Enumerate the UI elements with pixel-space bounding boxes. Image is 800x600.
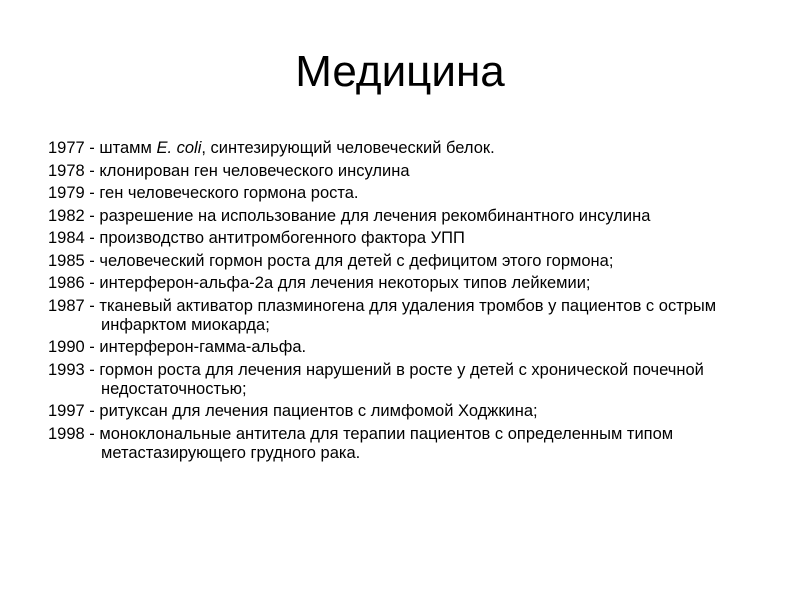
entry-text: клонирован ген человеческого инсулина — [99, 161, 410, 180]
timeline-entry-1977 — [48, 139, 768, 158]
timeline-entry-1990 — [48, 338, 768, 357]
entry-year: 1986 — [48, 274, 85, 292]
entry-year: 1979 — [48, 184, 85, 202]
entry-year: 1977 — [48, 139, 85, 157]
entry-separator: - — [84, 296, 100, 315]
timeline-entry-1978 — [48, 162, 768, 181]
timeline-entry-1979 — [48, 184, 768, 203]
entry-text: тканевый активатор плазминогена для удаления тромбов у пациентов с острым инфарктом миокарда; — [99, 296, 717, 334]
entry-separator: - — [84, 161, 100, 180]
entry-text: ген человеческого гормона роста. — [99, 184, 359, 202]
entry-text-prefix: штамм — [99, 139, 157, 157]
entry-separator: - — [84, 402, 100, 421]
entry-separator: - — [84, 338, 100, 357]
timeline-entry-1984 — [48, 229, 768, 248]
entry-text: гормон роста для лечения нарушений в росте у детей с хронической почечной недостаточностью; — [99, 360, 704, 398]
entry-text: разрешение на использование для лечения рекомбинантного инсулина — [99, 206, 651, 225]
entry-separator: - — [84, 184, 100, 202]
entry-text-suffix: , синтезирующий человеческий белок. — [201, 139, 495, 157]
entry-separator: - — [84, 206, 100, 225]
entry-text: человеческий гормон роста для детей с дефицитом этого гормона; — [99, 251, 614, 270]
entry-separator: - — [84, 229, 100, 247]
timeline-entry-1993 — [48, 361, 768, 399]
entry-separator: - — [84, 424, 100, 443]
entry-year: 1985 — [48, 251, 85, 270]
timeline-entry-1986 — [48, 274, 768, 293]
entry-separator: - — [84, 274, 100, 292]
entry-text: моноклональные антитела для терапии пациентов с определенным типом метастазирующего грудного рака. — [99, 424, 674, 463]
entry-text: ритуксан для лечения пациентов с лимфомой Ходжкина; — [99, 402, 538, 421]
entry-text: интерферон-гамма-альфа. — [99, 338, 307, 357]
timeline-entry-1987 — [48, 297, 768, 335]
entry-year: 1993 — [48, 360, 85, 379]
entry-year: 1978 — [48, 161, 85, 180]
timeline-entry-1998 — [48, 425, 768, 463]
slide-title: Медицина — [295, 47, 505, 96]
entry-text: интерферон-альфа-2а для лечения некоторых типов лейкемии; — [99, 274, 591, 292]
entry-separator: - — [84, 251, 100, 270]
timeline-entry-1982 — [48, 207, 768, 226]
entry-separator: - — [84, 139, 100, 157]
entry-year: 1984 — [48, 229, 85, 247]
timeline-entry-1997 — [48, 402, 768, 421]
entry-text-italic: E. coli — [156, 139, 202, 157]
entry-year: 1987 — [48, 296, 85, 315]
entry-year: 1990 — [48, 338, 85, 357]
entry-year: 1982 — [48, 206, 85, 225]
entry-text: производство антитромбогенного фактора УПП — [99, 229, 465, 247]
entry-separator: - — [84, 360, 100, 379]
entry-year: 1997 — [48, 402, 85, 421]
timeline-entry-1985 — [48, 252, 768, 271]
entry-year: 1998 — [48, 424, 85, 443]
timeline-list — [48, 139, 768, 467]
